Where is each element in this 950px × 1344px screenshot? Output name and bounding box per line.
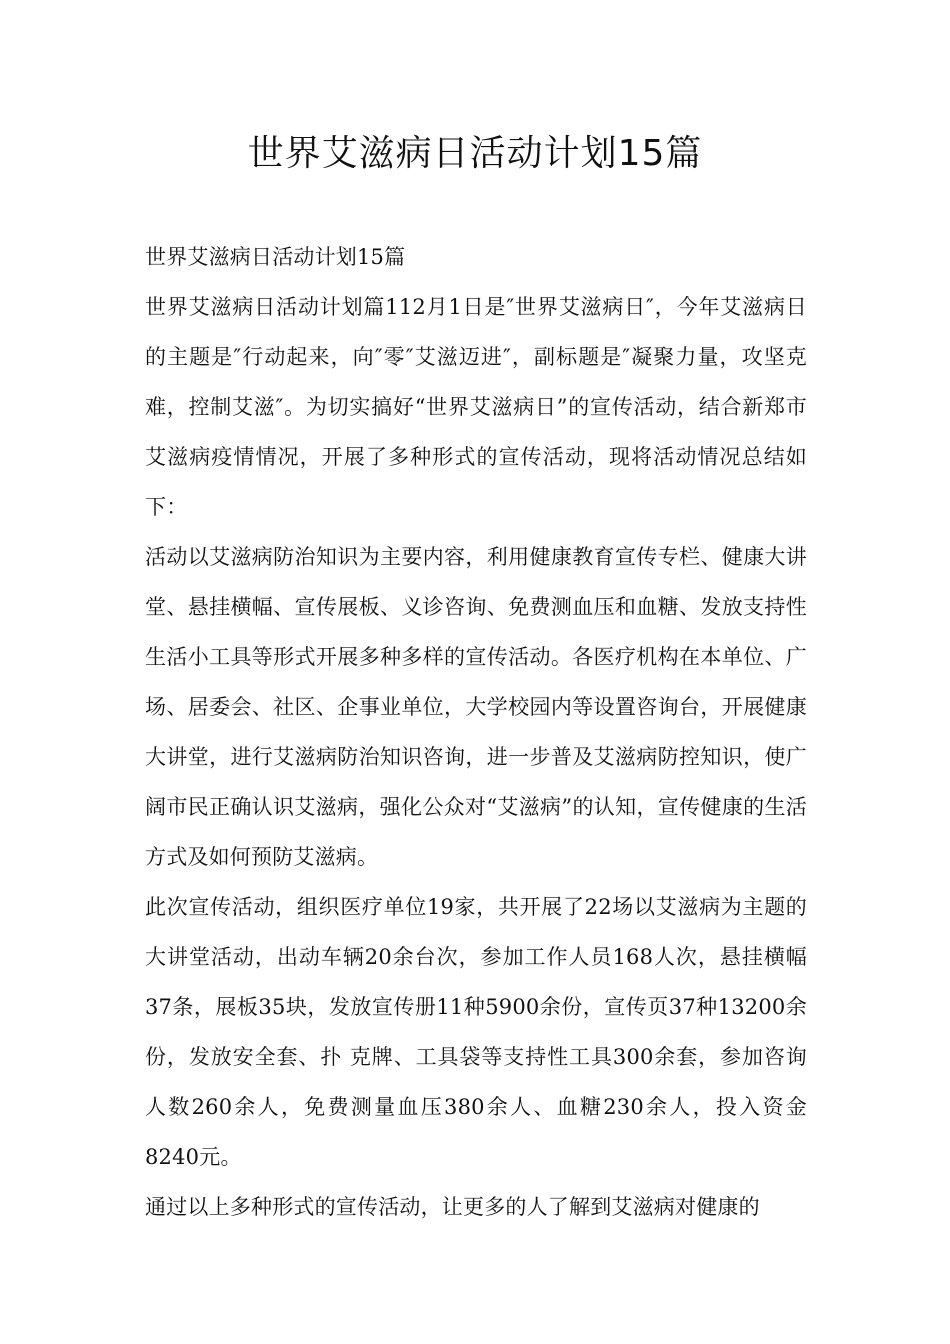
intro-paragraph: 世界艾滋病日活动计划篇112月1日是″世界艾滋病日″，今年艾滋病日的主题是″行动起来，向″零″艾滋迈进″，副标题是″凝聚力量，攻坚克难，控制艾滋″。为切实搞好“世界艾滋病日”的宣传活动，结合新郑市艾滋病疫情情况，开展了多种形式的宣传活动，现将活动情况总结如下： [145,295,807,519]
subtitle-paragraph: 世界艾滋病日活动计划15篇 [145,245,406,269]
statistics-paragraph: 此次宣传活动，组织医疗单位19家，共开展了22场以艾滋病为主题的大讲堂活动，出动车辆20余台次，参加工作人员168人次，悬挂横幅37条，展板35块，发放宣传册11种5900余份，宣传页37种13200余份，发放安全套、扑 克牌、工具袋等支持性工具300余套，参加咨询人数260余人，免费测量血压380余人、血糖230余人，投入资金8240元。 [145,895,807,1169]
document-title: 世界艾滋病日活动计划15篇 [247,133,703,174]
activity-content-paragraph: 活动以艾滋病防治知识为主要内容，利用健康教育宣传专栏、健康大讲堂、悬挂横幅、宣传展板、义诊咨询、免费测血压和血糖、发放支持性 生活小工具等形式开展多种多样的宣传活动。各医疗机构在本单位、广场、居委会、社区、企事业单位，大学校园内等设置咨询台，开展健康大讲堂，进行艾滋病防治知识咨询，进一步普及艾滋病防控知识，使广阔市民正确认识艾滋病，强化公众对“艾滋病”的认知，宣传健康的生活方式及如何预防艾滋病。 [145,545,807,869]
document-body [145,232,807,1232]
conclusion-paragraph: 通过以上多种形式的宣传活动，让更多的人了解到艾滋病对健康的 [145,1195,760,1219]
